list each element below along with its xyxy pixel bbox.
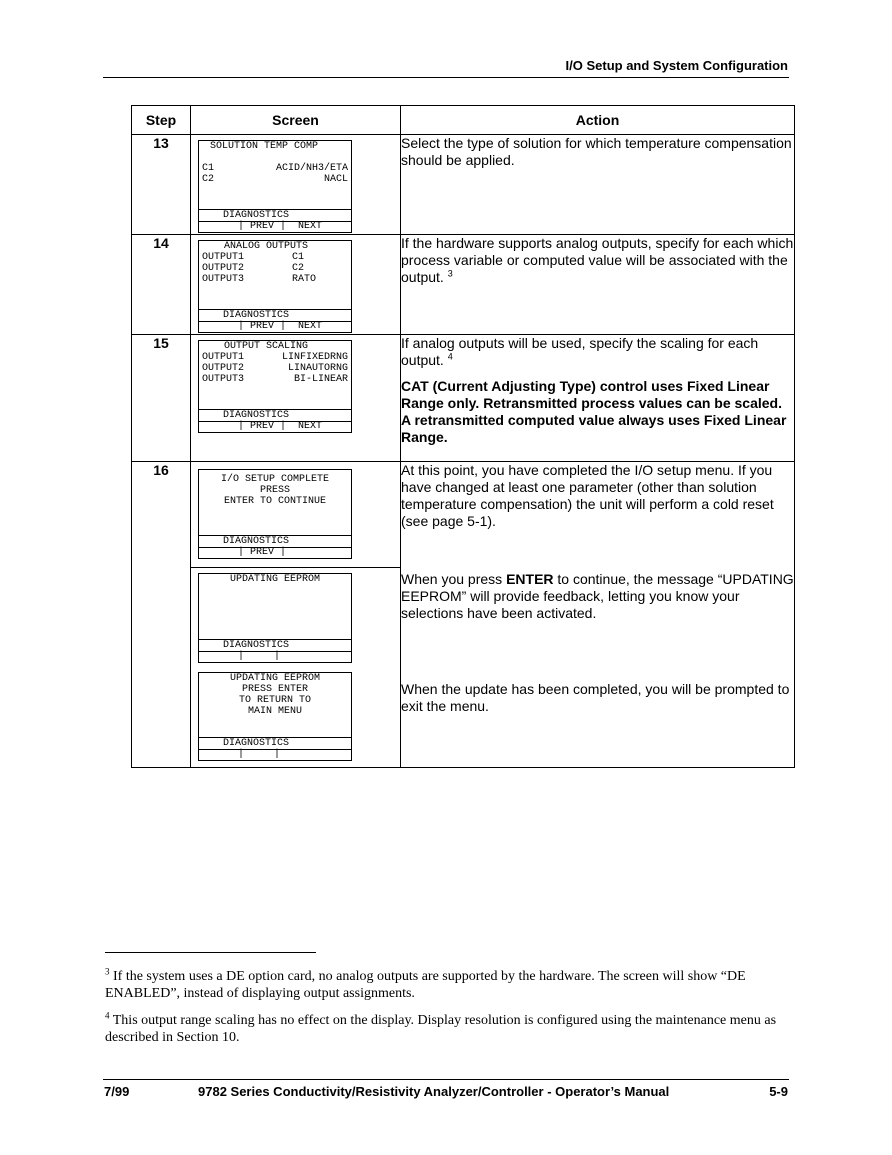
action-note-bold: CAT (Current Adjusting Type) control uses Fixed Linear Range only. Retransmitted process values can be scaled. A retransmitted computed value always uses Fixed Linear Range. [401, 378, 787, 445]
lcd-row: OUTPUT1 LINFIXEDRNG [202, 352, 348, 363]
lcd-softkeys: | PREV | NEXT [199, 421, 351, 432]
action-text: If the hardware supports analog outputs, specify for each which process variable or computed value will be associated with the output. $^3$ [401, 235, 794, 285]
lcd-line: TO RETURN TO [238, 695, 311, 706]
step-number: 16 [132, 462, 191, 768]
lcd-diagnostics-label: DIAGNOSTICS [199, 409, 351, 421]
action-cell [401, 335, 795, 462]
lcd-diagnostics-label: DIAGNOSTICS [199, 209, 351, 221]
column-header-screen: Screen [191, 106, 401, 135]
lcd-diagnostics-label: DIAGNOSTICS [199, 639, 351, 651]
footnote-ref: 3 [447, 268, 453, 279]
lcd-title: SOLUTION TEMP COMP [210, 141, 319, 152]
lcd-row: OUTPUT3 RATO [202, 274, 317, 285]
action-cell [401, 135, 795, 235]
lcd-title: OUTPUT SCALING [224, 341, 309, 352]
running-header-title: I/O Setup and System Configuration [565, 58, 788, 73]
lcd-row: OUTPUT2 LINAUTORNG [202, 363, 348, 374]
screen-cell [191, 135, 401, 235]
lcd-softkeys: | | [199, 651, 351, 662]
footnote-number: 4 [105, 1010, 110, 1021]
action-text: Select the type of solution for which temperature compensation should be applied. [401, 135, 792, 168]
screen-cell [191, 235, 401, 335]
lcd-row: C2 NACL [202, 174, 348, 185]
footnote-ref: 4 [447, 351, 453, 362]
lcd-line: PRESS ENTER [241, 684, 308, 695]
lcd-screen [198, 340, 352, 433]
footnote: $^3$ If the system uses a DE option card, no analog outputs are supported by the hardware. The screen will show “DE ENABLED”, instead of displaying output assignments. [105, 966, 746, 1001]
lcd-line: UPDATING EEPROM [229, 673, 320, 684]
enter-key-label: ENTER [506, 571, 554, 587]
lcd-diagnostics-label: DIAGNOSTICS [199, 309, 351, 321]
lcd-row: OUTPUT1 C1 [202, 252, 305, 263]
lcd-screen [198, 469, 352, 559]
lcd-line: PRESS [259, 485, 290, 496]
step-number: 13 [132, 135, 191, 235]
lcd-title: ANALOG OUTPUTS [224, 241, 309, 252]
table-row [132, 235, 795, 335]
action-text: When you press ENTER to continue, the message “UPDATING EEPROM” will provide feedback, letting you know your selections have been activated. [401, 571, 794, 621]
footnote-number: 3 [105, 966, 110, 977]
lcd-row: C1 ACID/NH3/ETA [202, 163, 348, 174]
lcd-softkeys: | PREV | NEXT [199, 321, 351, 332]
footnote-separator [105, 952, 316, 953]
step-number: 14 [132, 235, 191, 335]
table-header-row [132, 106, 795, 135]
lcd-softkeys: | | [199, 749, 351, 760]
footer-date: 7/99 [104, 1084, 130, 1099]
footer-page-number: 5-9 [769, 1084, 788, 1099]
lcd-screen [198, 240, 352, 333]
action-text: If analog outputs will be used, specify the scaling for each output. $^4$ [401, 335, 759, 368]
action-cell [401, 462, 795, 768]
table-row [132, 135, 795, 235]
lcd-line: UPDATING EEPROM [229, 574, 320, 585]
screen-cell [191, 335, 401, 462]
lcd-screen [198, 672, 352, 761]
lcd-row: OUTPUT3 BI-LINEAR [202, 374, 348, 385]
action-text: When the update has been completed, you will be prompted to exit the menu. [401, 681, 790, 714]
header-rule [103, 77, 789, 78]
lcd-screen [198, 140, 352, 233]
screen-subcell [191, 462, 400, 568]
lcd-screen [198, 573, 352, 663]
lcd-softkeys: | PREV | [199, 547, 351, 558]
configuration-steps-table [131, 105, 795, 768]
table-row [132, 462, 795, 768]
lcd-line: ENTER TO CONTINUE [223, 496, 327, 507]
lcd-line: MAIN MENU [247, 706, 302, 717]
column-header-step: Step [132, 106, 191, 135]
lcd-softkeys: | PREV | NEXT [199, 221, 351, 232]
step-number: 15 [132, 335, 191, 462]
footer-manual-title: 9782 Series Conductivity/Resistivity Analyzer/Controller - Operator’s Manual [198, 1084, 670, 1099]
action-text: At this point, you have completed the I/O setup menu. If you have changed at least one parameter (other than solution temperature compensation) the unit will perform a cold reset (see page 5-1). [401, 462, 774, 529]
lcd-row: OUTPUT2 C2 [202, 263, 305, 274]
column-header-action: Action [401, 106, 795, 135]
lcd-line: I/O SETUP COMPLETE [220, 474, 330, 485]
screen-cell [191, 462, 401, 768]
lcd-row [202, 152, 348, 163]
footer-rule [103, 1079, 789, 1080]
lcd-diagnostics-label: DIAGNOSTICS [199, 737, 351, 749]
table-row [132, 335, 795, 462]
footnote: $^4$ This output range scaling has no effect on the display. Display resolution is configured using the maintenance menu as described in Section 10. [105, 1010, 777, 1045]
action-cell [401, 235, 795, 335]
lcd-diagnostics-label: DIAGNOSTICS [199, 535, 351, 547]
